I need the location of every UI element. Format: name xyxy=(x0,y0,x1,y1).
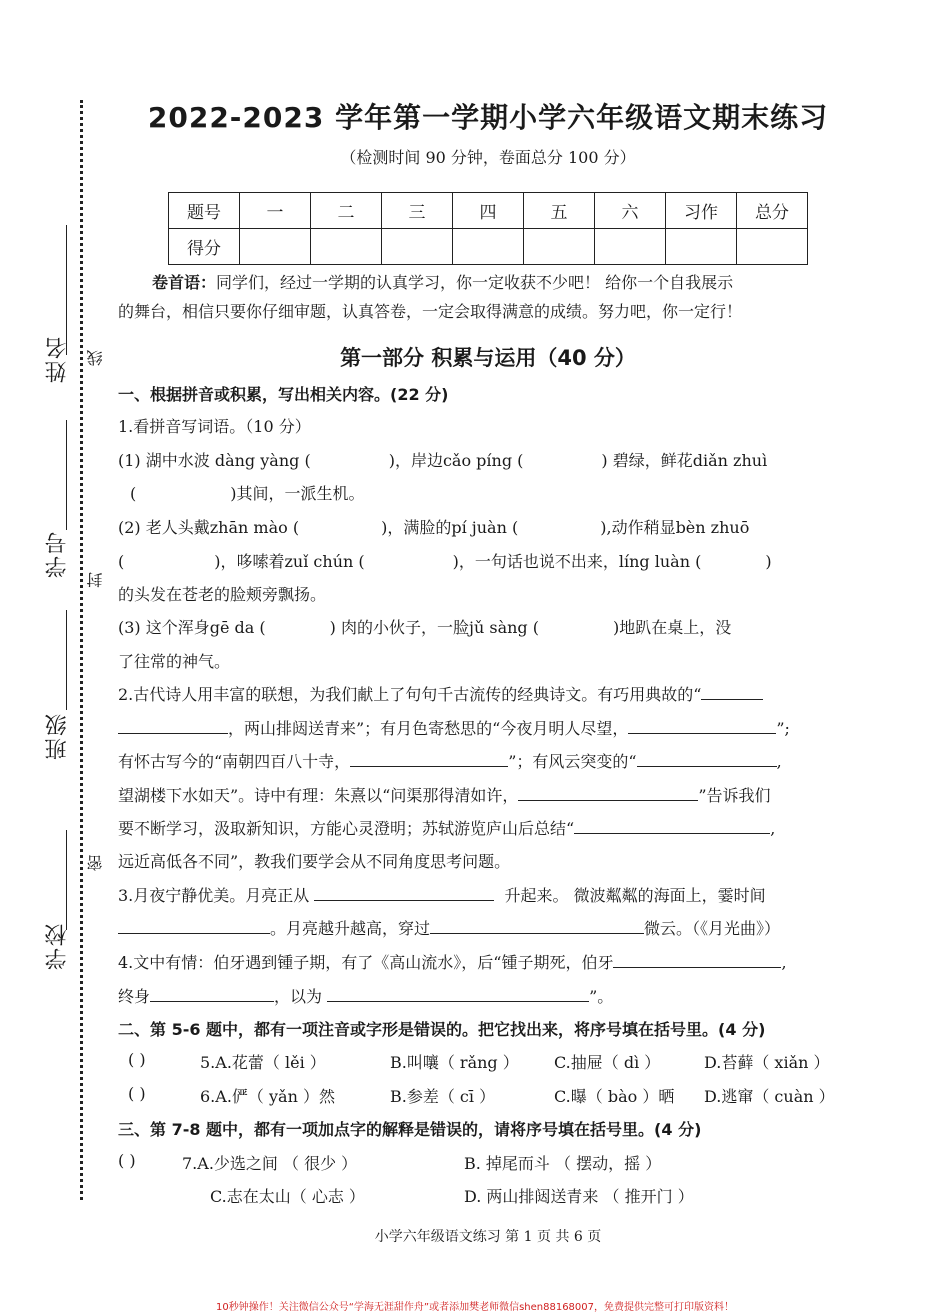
class-label: 班级 xyxy=(45,712,70,760)
answer-line[interactable] xyxy=(430,916,644,934)
name-label: 姓名 xyxy=(45,335,70,383)
page-title: 2022-2023 学年第一学期小学六年级语文期末练习 xyxy=(147,101,829,134)
answer-line[interactable] xyxy=(314,883,494,901)
q7-option-b: B. 掉尾而斗 （ 摆动，摇 ） xyxy=(464,1154,662,1173)
section3-heading: 三、第 7-8 题中，都有一项加点字的解释是错误的，请将序号填在括号里。(4 分) xyxy=(118,1120,702,1139)
preface-lead: 卷首语： xyxy=(152,273,217,292)
q3-line1: 3.月夜宁静优美。月亮正从 升起来。 微波粼粼的海面上，霎时间 xyxy=(118,883,766,906)
section1-heading: 一、根据拼音或积累，写出相关内容。(22 分) xyxy=(118,385,449,404)
answer-line[interactable] xyxy=(350,749,508,767)
q5-option-b: B.叫嚷（ rǎng ） xyxy=(390,1053,519,1072)
answer-line[interactable] xyxy=(628,716,776,734)
q6-option-b: B.参差（ cī ） xyxy=(390,1087,496,1106)
q1-title: 1.看拼音写词语。（10 分） xyxy=(118,417,311,436)
q6-option-c: C.曝（ bào ）晒 xyxy=(554,1087,675,1106)
score-table-cell: 总分 xyxy=(737,193,808,229)
answer-line[interactable] xyxy=(613,950,781,968)
section2-heading: 二、第 5-6 题中，都有一项注音或字形是错误的。把它找出来，将序号填在括号里。(4 分) xyxy=(118,1020,766,1039)
part1-title: 第一部分 积累与运用（40 分） xyxy=(340,346,636,370)
q1-1-line2: ( )其间，一派生机。 xyxy=(130,484,365,503)
q7-option-a: 7.A.少选之间 （ 很少 ） xyxy=(182,1154,358,1173)
q1-2-line1: (2) 老人头戴zhān mào ( )，满脸的pí juàn ( ),动作稍显bèn zhuō xyxy=(118,518,750,537)
score-table-cell: 五 xyxy=(524,193,595,229)
score-input-cell[interactable] xyxy=(666,229,737,265)
score-table-cell: 四 xyxy=(453,193,524,229)
seal-mark-mi: 密 xyxy=(86,855,105,871)
q1-1-line1: (1) 湖中水波 dàng yàng ( )，岸边cǎo píng ( ) 碧绿，鲜花diǎn zhuì xyxy=(118,451,768,470)
school-label: 学校 xyxy=(45,922,70,970)
score-table-label-cell: 得分 xyxy=(169,229,240,265)
student-id-write-line xyxy=(66,420,67,530)
seal-mark-feng: 封 xyxy=(86,572,105,588)
q3-line2: 。月亮越升越高，穿过 微云。（《月光曲》） xyxy=(118,916,780,939)
class-write-line xyxy=(66,610,67,710)
score-table-cell: 习作 xyxy=(666,193,737,229)
preface-line-1 xyxy=(118,268,838,297)
q5-option-d: D.苔藓（ xiǎn ） xyxy=(704,1053,830,1072)
q5-answer-paren[interactable]: ( ) xyxy=(128,1050,146,1069)
student-id-label: 学号 xyxy=(45,530,70,578)
q1-2-line2: ( )，哆嗦着zuǐ chún ( )，一句话也说不出来，líng luàn ( ) xyxy=(118,552,772,571)
score-input-cell[interactable] xyxy=(524,229,595,265)
q5-option-a: A.花蕾（ lěi ） xyxy=(215,1053,326,1072)
q7-row1 xyxy=(118,1151,838,1173)
score-input-cell[interactable] xyxy=(240,229,311,265)
score-table-cell: 题号 xyxy=(169,193,240,229)
answer-line[interactable] xyxy=(150,984,274,1002)
q2-line1: 2.古代诗人用丰富的联想，为我们献上了句句千古流传的经典诗文。有巧用典故的“ xyxy=(118,682,763,705)
preface xyxy=(118,268,838,326)
score-table-score-row xyxy=(169,229,808,265)
q6-answer-paren[interactable]: ( ) xyxy=(128,1084,146,1103)
binding-strip xyxy=(0,0,110,1315)
score-table-cell: 一 xyxy=(240,193,311,229)
page-subtitle: （检测时间 90 分钟，卷面总分 100 分） xyxy=(340,148,636,167)
q4-line1: 4.文中有情：伯牙遇到锺子期，有了《高山流水》，后“锺子期死，伯牙 , xyxy=(118,950,787,973)
score-input-cell[interactable] xyxy=(595,229,666,265)
q1-3-line2: 了往常的神气。 xyxy=(118,652,231,671)
score-table-cell: 三 xyxy=(382,193,453,229)
q7-option-c: C.志在太山（ 心志 ） xyxy=(210,1187,365,1206)
school-write-line xyxy=(66,830,67,930)
preface-line-2: 的舞台，相信只要你仔细审题，认真答卷，一定会取得满意的成绩。努力吧，你一定行！ xyxy=(118,302,743,321)
binding-dotted-line xyxy=(80,100,83,1200)
q6-option-d: D.逃窜（ cuàn ） xyxy=(704,1087,835,1106)
answer-line[interactable] xyxy=(118,716,228,734)
answer-line[interactable] xyxy=(518,783,698,801)
answer-line[interactable] xyxy=(637,749,777,767)
score-input-cell[interactable] xyxy=(311,229,382,265)
seal-mark-xian: 线 xyxy=(86,350,105,366)
q6-option-a: A.俨（ yǎn ）然 xyxy=(215,1087,335,1106)
q6-row: ( ) 6.A.俨（ yǎn ）然 B.参差（ cī ） C.曝（ bào ）晒 D.逃窜（ cuàn ） xyxy=(128,1084,835,1106)
q5-row: ( ) 5.A.花蕾（ lěi ） B.叫嚷（ rǎng ） C.抽屉（ dì ） D.苔藓（ xiǎn ） xyxy=(128,1050,830,1072)
preface-text-1: 同学们，经过一学期的认真学习，你一定收获不少吧！ 给你一个自我展示 xyxy=(216,273,734,292)
page-footer: 小学六年级语文练习 第 1 页 共 6 页 xyxy=(374,1229,602,1245)
q5-option-c: C.抽屉（ dì ） xyxy=(554,1053,661,1072)
q2-line5: 要不断学习，汲取新知识，方能心灵澄明；苏轼游览庐山后总结“ , xyxy=(118,816,775,839)
q2-line2: ，两山排闼送青来”；有月色寄愁思的“今夜月明人尽望， ”; xyxy=(118,716,790,739)
q2-line4: 望湖楼下水如天”。诗中有理：朱熹以“问渠那得清如许， ”告诉我们 xyxy=(118,783,771,806)
q1-2-line3: 的头发在苍老的脸颊旁飘扬。 xyxy=(118,585,327,604)
q7-answer-paren[interactable]: ( ) xyxy=(118,1151,136,1170)
score-table-cell: 二 xyxy=(311,193,382,229)
score-table-header-row xyxy=(169,193,808,229)
answer-line[interactable] xyxy=(118,916,270,934)
q2-line3: 有怀古写今的“南朝四百八十寺， ”；有风云突变的“ , xyxy=(118,749,782,772)
q1-3-line1: (3) 这个浑身gē da ( ) 肉的小伙子，一脸jǔ sàng ( )地趴在桌上，没 xyxy=(118,618,732,637)
q2-line6: 远近高低各不同”，教我们要学会从不同角度思考问题。 xyxy=(118,852,511,871)
answer-line[interactable] xyxy=(701,682,763,700)
score-table xyxy=(168,192,808,265)
q4-line2: 终身 ，以为 ”。 xyxy=(118,984,613,1007)
score-input-cell[interactable] xyxy=(382,229,453,265)
answer-line[interactable] xyxy=(327,984,589,1002)
q7-option-d: D. 两山排闼送青来 （ 推开门 ） xyxy=(464,1187,694,1206)
score-input-cell[interactable] xyxy=(453,229,524,265)
score-table-cell: 六 xyxy=(595,193,666,229)
watermark-banner: 10秒钟操作！关注微信公众号“学海无涯甜作舟”或者添加樊老师微信shen88168007，免费提供完整可打印版资料！ xyxy=(215,1302,735,1313)
score-input-cell[interactable] xyxy=(737,229,808,265)
answer-line[interactable] xyxy=(574,816,770,834)
